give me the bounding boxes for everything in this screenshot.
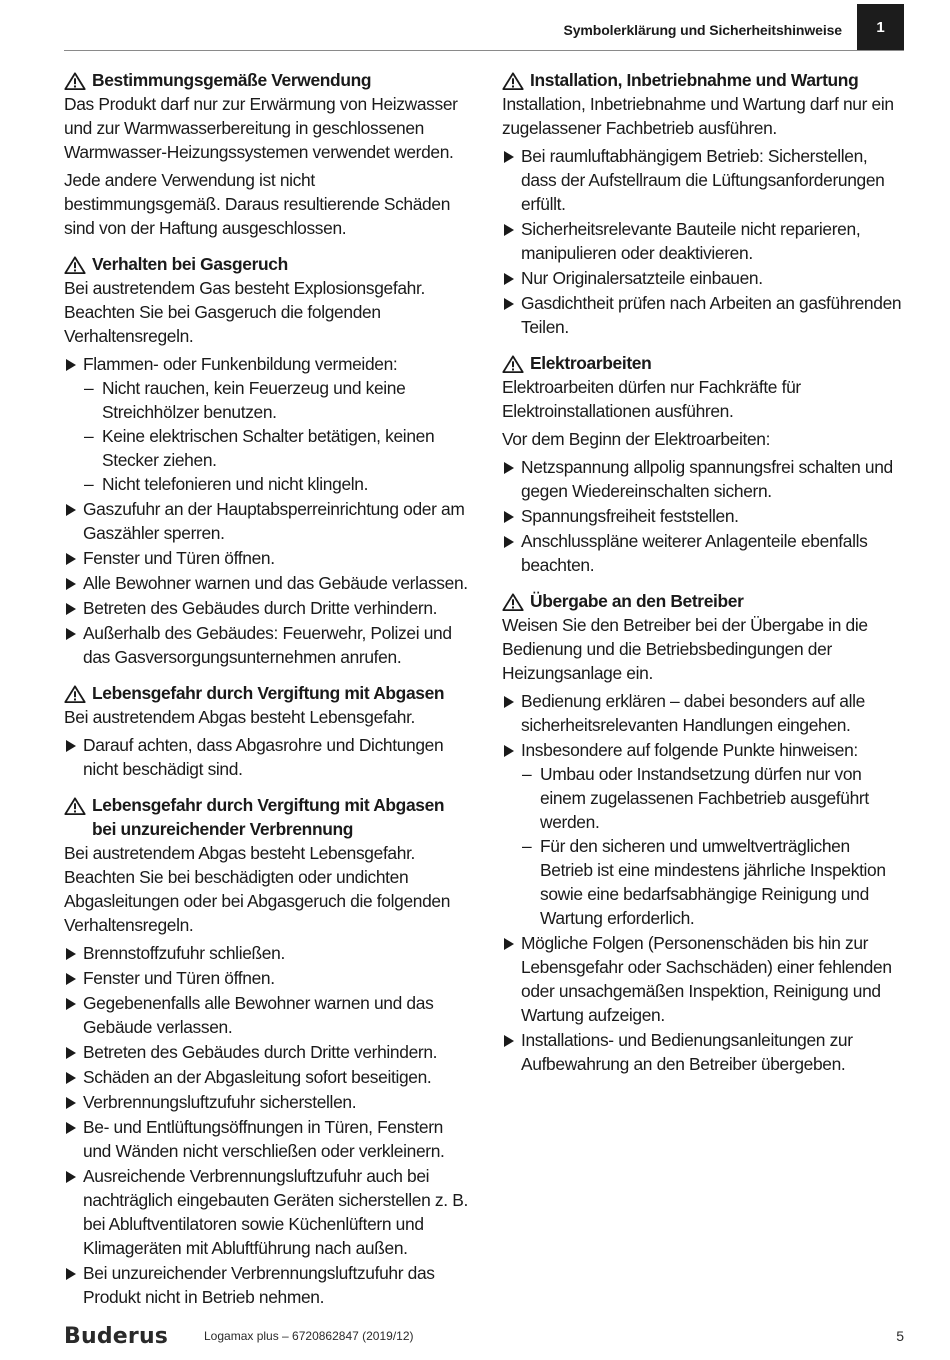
instruction-text: Verbrennungsluftzufuhr sicherstellen. [83,1092,357,1112]
instruction-item [502,738,904,930]
arrow-bullet-icon [504,224,514,236]
instruction-item [64,546,468,570]
section-heading-text: Bestimmungsgemäße Verwendung [92,70,372,90]
instruction-item [502,144,904,216]
instruction-text: Gegebenenfalls alle Bewohner warnen und das Gebäude verlassen. [83,993,434,1037]
instruction-text: Fenster und Türen öffnen. [83,968,275,988]
section-heading-text: Verhalten bei Gasgeruch [92,254,288,274]
section-paragraph: Installation, Inbetriebnahme und Wartung darf nur ein zugelassener Fachbetrieb ausführen. [502,94,894,138]
warning-section [64,793,468,1309]
instruction-item [64,966,468,990]
section-heading-text: Installation, Inbetriebnahme und Wartung [530,70,859,90]
sub-item-text: Für den sicheren und umweltverträglichen Betrieb ist eine mindestens jährliche Inspektion sowie eine bedarfsabhängige Reinigung und Wartung erforderlich. [540,836,886,928]
instruction-text: Spannungsfreiheit feststellen. [521,506,739,526]
instruction-text: Bei raumluftabhängigem Betrieb: Sicherstellen, dass der Aufstellraum die Lüftungsanforderungen erfüllt. [521,146,885,214]
arrow-bullet-icon [66,1122,76,1134]
dash-bullet-icon: – [84,378,94,398]
arrow-bullet-icon [66,578,76,590]
instruction-item [64,1115,468,1163]
section-paragraph: Elektroarbeiten dürfen nur Fachkräfte für Elektroinstallationen ausführen. [502,377,801,421]
instruction-item [64,497,468,545]
instruction-item [64,733,468,781]
instruction-item [502,1028,904,1076]
section-heading [64,681,468,705]
instruction-list [64,352,468,669]
dash-bullet-icon: – [84,474,94,494]
section-heading-text: Lebensgefahr durch Vergiftung mit Abgasen [92,683,445,703]
section-paragraph: Weisen Sie den Betreiber bei der Übergabe in die Bedienung und die Betriebsbedingungen der Heizungsanlage ein. [502,615,868,683]
warning-section [64,252,468,669]
arrow-bullet-icon [66,504,76,516]
right-column [502,68,904,1088]
instruction-text: Betreten des Gebäudes durch Dritte verhindern. [83,598,438,618]
chapter-number-badge: 1 [857,4,904,50]
instruction-list [502,455,904,577]
left-column [64,68,468,1321]
arrow-bullet-icon [66,740,76,752]
instruction-item [502,529,904,577]
instruction-text: Alle Bewohner warnen und das Gebäude verlassen. [83,573,468,593]
warning-section [502,68,904,339]
warning-section [502,589,904,1076]
instruction-item [64,1164,468,1260]
section-heading-text: Lebensgefahr durch Vergiftung mit Abgasen bei unzureichender Verbrennung [92,795,445,839]
arrow-bullet-icon [504,696,514,708]
instruction-text: Bei unzureichender Verbrennungsluftzufuhr das Produkt nicht in Betrieb nehmen. [83,1263,435,1307]
section-heading [502,589,904,613]
arrow-bullet-icon [66,1047,76,1059]
instruction-text: Nur Originalersatzteile einbauen. [521,268,763,288]
instruction-text: Ausreichende Verbrennungsluftzufuhr auch bei nachträglich eingebauten Geräten sicherstellen z. B. bei Abluftventilatoren sowie Küchenlüftern und Klimageräten mit Abluftführung nach außen. [83,1166,468,1258]
arrow-bullet-icon [504,536,514,548]
instruction-item [64,596,468,620]
instruction-item [64,1261,468,1309]
running-header-title: Symbolerklärung und Sicherheitshinweise [563,22,842,38]
instruction-item [502,504,904,528]
section-paragraph: Das Produkt darf nur zur Erwärmung von Heizwasser und zur Warmwasserbereitung in geschlossenen Warmwasser-Heizungssystemen verwendet werden. [64,94,458,162]
sub-item-text: Nicht rauchen, kein Feuerzeug und keine Streichhölzer benutzen. [102,378,406,422]
arrow-bullet-icon [66,948,76,960]
arrow-bullet-icon [66,1072,76,1084]
dash-bullet-icon: – [522,836,532,856]
sub-item [83,424,468,472]
warning-triangle-icon [64,256,86,274]
warning-triangle-icon [64,797,86,815]
instruction-text: Betreten des Gebäudes durch Dritte verhindern. [83,1042,438,1062]
instruction-item [502,266,904,290]
arrow-bullet-icon [504,462,514,474]
section-heading [64,68,468,92]
instruction-list [64,941,468,1309]
warning-triangle-icon [64,72,86,90]
instruction-text: Gasdichtheit prüfen nach Arbeiten an gasführenden Teilen. [521,293,902,337]
section-paragraph: Jede andere Verwendung ist nicht bestimmungsgemäß. Daraus resultierende Schäden sind von der Haftung ausgeschlossen. [64,170,451,238]
sub-item-text: Keine elektrischen Schalter betätigen, keinen Stecker ziehen. [102,426,435,470]
instruction-item [502,689,904,737]
instruction-text: Netzspannung allpolig spannungsfrei schalten und gegen Wiedereinschalten sichern. [521,457,893,501]
section-heading-text: Übergabe an den Betreiber [530,591,744,611]
warning-section [64,681,468,781]
instruction-text: Schäden an der Abgasleitung sofort beseitigen. [83,1067,432,1087]
section-heading [64,252,468,276]
section-heading [64,793,468,841]
sub-item [83,376,468,424]
instruction-text: Außerhalb des Gebäudes: Feuerwehr, Polizei und das Gasversorgungsunternehmen anrufen. [83,623,452,667]
instruction-item [502,217,904,265]
instruction-item [64,1090,468,1114]
sub-list [83,376,468,496]
instruction-item [64,1065,468,1089]
instruction-item [64,352,468,496]
instruction-item [64,991,468,1039]
arrow-bullet-icon [66,1171,76,1183]
arrow-bullet-icon [504,273,514,285]
section-paragraph: Bei austretendem Abgas besteht Lebensgefahr. Beachten Sie bei beschädigten oder undichten Abgasleitungen oder bei Abgasgeruch die folgenden Verhaltensregeln. [64,843,451,935]
instruction-item [64,621,468,669]
instruction-item [502,931,904,1027]
sub-item [83,472,468,496]
instruction-text: Be- und Entlüftungsöffnungen in Türen, Fenstern und Wänden nicht verschließen oder verkleinern. [83,1117,445,1161]
instruction-list [502,689,904,1076]
page-number: 5 [896,1328,904,1344]
section-paragraph: Bei austretendem Abgas besteht Lebensgefahr. [64,707,416,727]
warning-triangle-icon [64,685,86,703]
instruction-text: Gaszufuhr an der Hauptabsperreinrichtung oder am Gaszähler sperren. [83,499,465,543]
instruction-text: Installations- und Bedienungsanleitungen zur Aufbewahrung an den Betreiber übergeben. [521,1030,853,1074]
sub-item-text: Nicht telefonieren und nicht klingeln. [102,474,369,494]
warning-section [64,68,468,240]
section-heading [502,351,904,375]
sub-item-text: Umbau oder Instandsetzung dürfen nur von einem zugelassenen Fachbetrieb ausgeführt werden. [540,764,869,832]
warning-triangle-icon [502,72,524,90]
sub-item [521,762,904,834]
arrow-bullet-icon [66,1268,76,1280]
arrow-bullet-icon [66,359,76,371]
instruction-list [64,733,468,781]
instruction-text: Insbesondere auf folgende Punkte hinweisen: [521,740,858,760]
section-heading-text: Elektroarbeiten [530,353,652,373]
header-divider [64,50,904,51]
instruction-text: Sicherheitsrelevante Bauteile nicht reparieren, manipulieren oder deaktivieren. [521,219,861,263]
arrow-bullet-icon [66,628,76,640]
instruction-text: Flammen- oder Funkenbildung vermeiden: [83,354,398,374]
instruction-text: Bedienung erklären – dabei besonders auf alle sicherheitsrelevanten Handlungen eingehen. [521,691,865,735]
instruction-item [64,941,468,965]
instruction-text: Darauf achten, dass Abgasrohre und Dichtungen nicht beschädigt sind. [83,735,444,779]
arrow-bullet-icon [66,553,76,565]
instruction-list [502,144,904,339]
arrow-bullet-icon [504,745,514,757]
arrow-bullet-icon [504,1035,514,1047]
arrow-bullet-icon [66,973,76,985]
arrow-bullet-icon [504,511,514,523]
arrow-bullet-icon [66,1097,76,1109]
arrow-bullet-icon [66,603,76,615]
dash-bullet-icon: – [84,426,94,446]
arrow-bullet-icon [66,998,76,1010]
section-heading [502,68,904,92]
arrow-bullet-icon [504,938,514,950]
sub-list [521,762,904,930]
document-reference: Logamax plus – 6720862847 (2019/12) [204,1329,414,1343]
instruction-item [502,291,904,339]
instruction-item [64,1040,468,1064]
brand-logo: Buderus [64,1324,169,1349]
instruction-item [64,571,468,595]
warning-section [502,351,904,577]
arrow-bullet-icon [504,151,514,163]
instruction-text: Anschlusspläne weiterer Anlagenteile ebenfalls beachten. [521,531,868,575]
dash-bullet-icon: – [522,764,532,784]
warning-triangle-icon [502,593,524,611]
warning-triangle-icon [502,355,524,373]
instruction-text: Fenster und Türen öffnen. [83,548,275,568]
sub-item [521,834,904,930]
arrow-bullet-icon [504,298,514,310]
section-paragraph: Bei austretendem Gas besteht Explosionsgefahr. Beachten Sie bei Gasgeruch die folgenden Verhaltensregeln. [64,278,425,346]
instruction-text: Brennstoffzufuhr schließen. [83,943,285,963]
section-paragraph: Vor dem Beginn der Elektroarbeiten: [502,429,771,449]
instruction-text: Mögliche Folgen (Personenschäden bis hin zur Lebensgefahr oder Sachschäden) einer fehlenden oder unsachgemäßen Inspektion, Reinigung und Wartung aufzeigen. [521,933,892,1025]
instruction-item [502,455,904,503]
